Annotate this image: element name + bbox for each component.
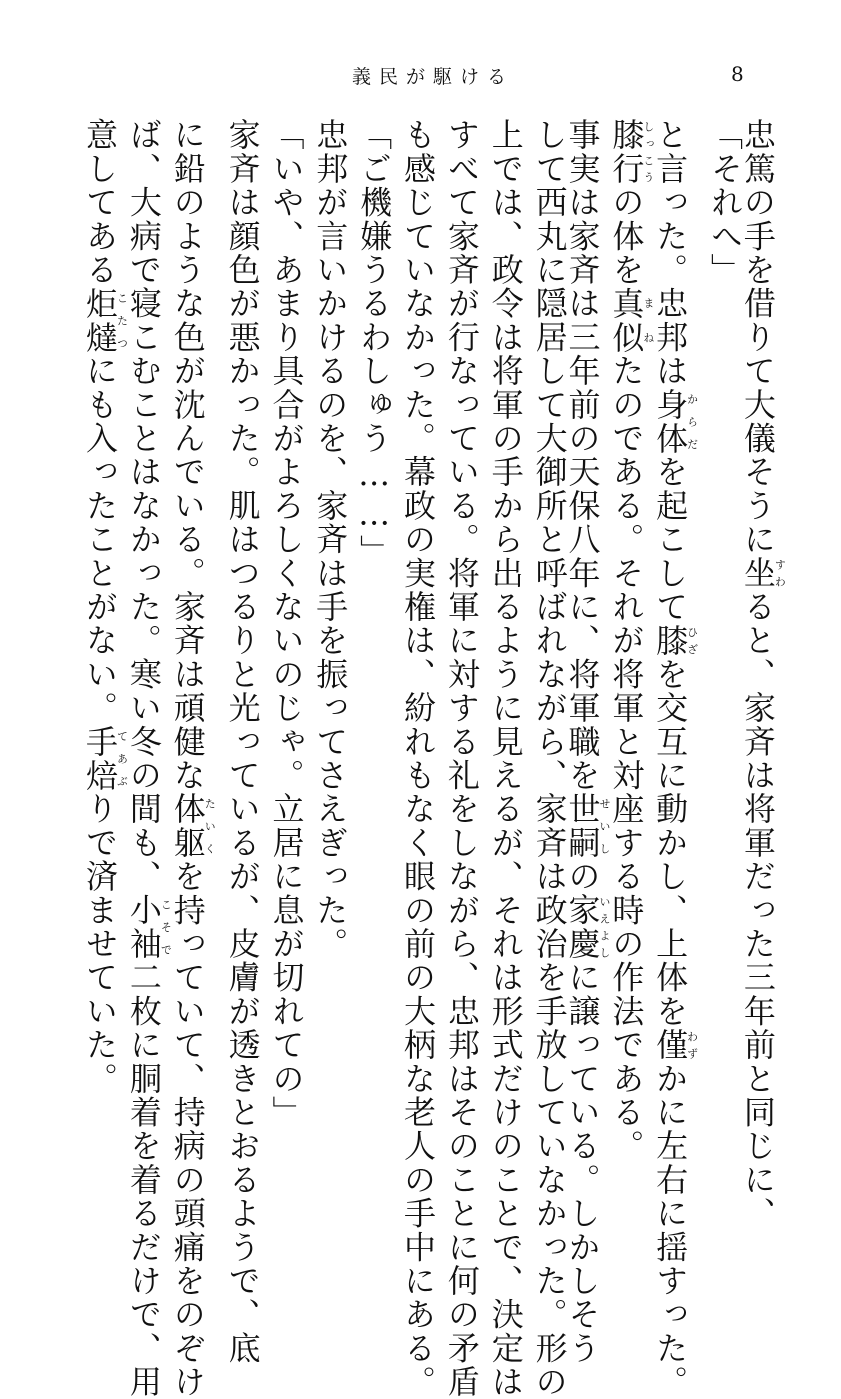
text-segment: 忠邦が言いかけるのを、家斉は手を振ってさえぎった。 [311,118,350,961]
text-segment: 「ご機嫌うるわしゅう……」 [355,118,394,569]
text-line [355,118,394,569]
text-line [168,118,217,1399]
text-line [81,118,129,1096]
text-segment: 忠篤の手を借りて大儀そうに [738,118,777,557]
text-line [487,118,523,1399]
text-segment: を交互に動かし、上体を [651,657,690,1028]
page-number: 8 [731,62,744,86]
furigana: まね [641,286,655,354]
ruby-word [651,387,699,456]
text-segment: 二枚に胴着を着るだけで、用 [124,960,163,1399]
text-segment: と言った。忠邦は [651,118,690,388]
furigana: せいし [597,792,611,860]
text-line [738,118,787,1231]
text-segment: を起こして [651,455,690,624]
text-line [267,118,306,1129]
body-text [81,118,787,1399]
text-segment: 事実は家斉は三年前の天保八年に、将軍職を [563,118,602,792]
text-line [443,118,479,1399]
ruby-base: 膝 [651,623,690,658]
text-segment: して西丸に隠居して大御所と呼ばれながら、家斉は政治を手放していなかった。形の [530,118,569,1399]
text-segment: かに左右に揺すった。 [651,1061,690,1399]
furigana: ひざ [685,623,699,658]
text-segment: を持っていて、持病の頭痛をのぞけ [168,859,207,1399]
ruby-base: 手焙 [81,724,119,793]
ruby-word [563,792,611,860]
ruby-base: 小袖 [124,893,163,961]
ruby-word [81,286,129,354]
text-segment: に譲っている。しかしそう [563,960,602,1365]
text-line [607,118,655,1163]
text-segment: の [563,859,602,894]
ruby-word [651,623,699,658]
furigana: からだ [685,387,699,456]
ruby-word [124,893,173,961]
text-segment: 「いや、あまり具合がよろしくないのじゃ。立居に息が切れての」 [267,118,306,1129]
text-line [224,118,260,1365]
ruby-word [607,286,655,354]
ruby-word [563,893,611,961]
text-line [531,118,567,1399]
ruby-word [651,1027,699,1062]
text-segment: も感じていなかった。幕政の実権は、紛れもなく眼の前の大柄な老人の手中にある。 [399,118,438,1399]
ruby-base: 真似 [607,286,646,354]
ruby-base: 世嗣 [563,792,602,860]
text-segment: ると、家斉は将軍だった三年前と同じに、 [738,589,777,1231]
text-line [563,118,611,1365]
furigana: わず [685,1027,699,1062]
ruby-word [168,792,217,860]
ruby-base: 炬燵 [81,286,119,354]
ruby-word [738,556,787,590]
ruby-word [607,118,655,186]
text-segment: 上では、政令は将軍の手から出るように見えるが、それは形式だけのことで、決定は [486,118,525,1399]
text-segment: 意してある [81,118,119,287]
text-line [124,118,173,1399]
text-segment: 家斉は顔色が悪かった。肌はつるりと光っているが、皮膚が透きとおるようで、底 [223,118,262,1365]
furigana: すわ [773,556,787,590]
ruby-base: 坐 [738,556,777,590]
text-segment: の体を [607,185,646,287]
ruby-base: 僅 [651,1027,690,1062]
text-line [399,118,438,1399]
text-segment: たのである。それが将軍と対座する時の作法である。 [607,353,646,1163]
furigana: しっこう [641,118,655,186]
text-line [706,118,745,287]
text-segment: に鉛のような色が沈んでいる。家斉は頑健な [168,118,207,792]
ruby-base: 体躯 [168,792,207,860]
furigana: たいく [203,792,217,860]
text-segment: にも入ったことがない。 [81,353,119,725]
text-segment: 「それへ」 [706,118,745,287]
text-segment: りで済ませていた。 [81,792,119,1096]
page-header [0,62,841,92]
text-line [651,118,699,1399]
text-segment: ば、大病で寝こむことはなかった。寒い冬の間も、 [124,118,163,894]
ruby-base: 膝行 [607,118,646,186]
text-line [311,118,350,961]
ruby-base: 身体 [651,387,690,456]
ruby-base: 家慶 [563,893,602,961]
furigana: こそで [159,893,173,961]
furigana: いえよし [597,893,611,961]
text-segment: すべて家斉が行なっている。将軍に対する礼をしながら、忠邦はそのことに何の矛盾 [442,118,481,1399]
running-title: 義民が駆ける [352,66,515,88]
furigana: てあぶ [115,724,129,793]
furigana: こたつ [115,286,129,354]
ruby-word [81,724,129,793]
